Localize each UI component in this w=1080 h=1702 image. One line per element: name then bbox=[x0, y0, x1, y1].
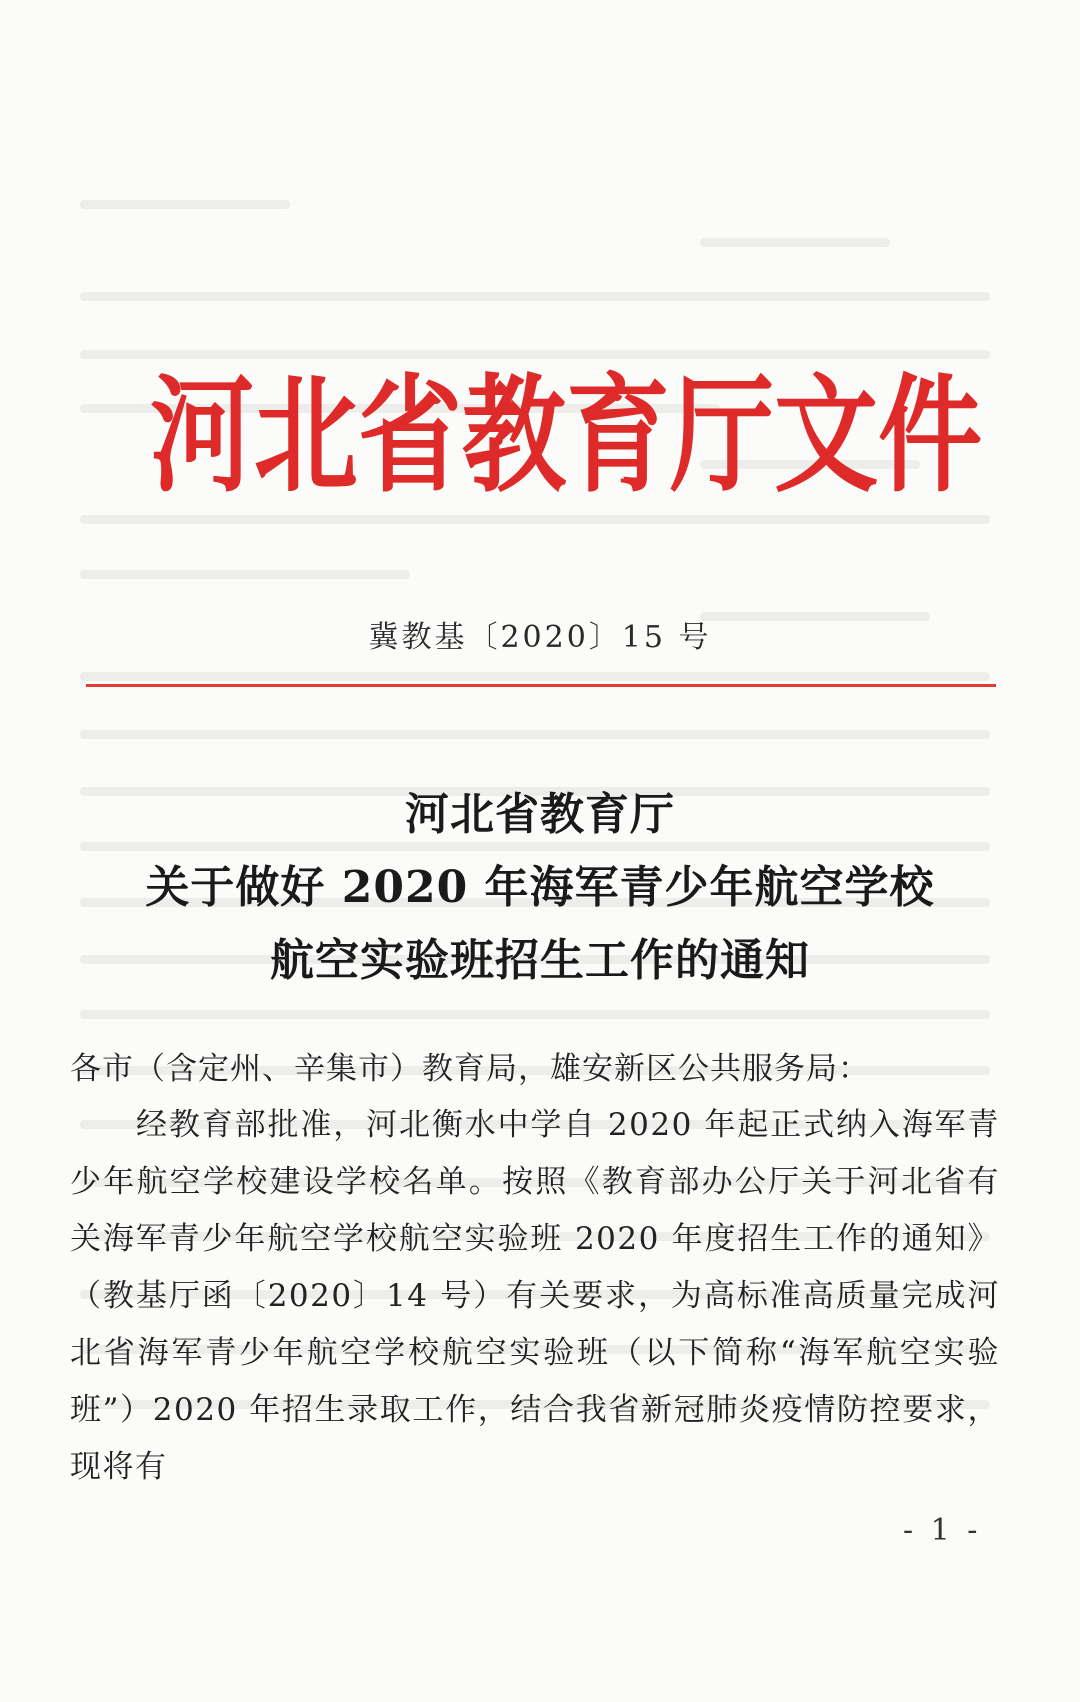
title-line-1: 河北省教育厅 bbox=[405, 789, 675, 840]
banner-char: 育 bbox=[566, 359, 671, 510]
banner-char: 省 bbox=[358, 359, 463, 510]
banner-char: 厅 bbox=[670, 359, 775, 510]
document-header-banner bbox=[150, 359, 983, 510]
body-paragraph: 经教育部批准，河北衡水中学自 2020 年起正式纳入海军青少年航空学校建设学校名单。按照《教育部办公厅关于河北省有关海军青少年航空学校航空实验班 2020 年度招生工作的通知》（教基厅函〔2020〕14 号）有关要求，为高标准高质量完成河北省海军青少年航空学校航空实验班（以下简称“海军航空实验班”）2020 年招生录取工作，结合我省新冠肺炎疫情防控要求，现将有 bbox=[70, 1107, 1000, 1485]
banner-char: 文 bbox=[774, 359, 879, 510]
salutation: 各市（含定州、辛集市）教育局，雄安新区公共服务局： bbox=[70, 1051, 870, 1087]
title-line-3: 航空实验班招生工作的通知 bbox=[270, 935, 810, 986]
banner-char: 教 bbox=[462, 359, 567, 510]
red-separator-line bbox=[86, 684, 996, 687]
page-number: - 1 - bbox=[903, 1513, 982, 1548]
banner-char: 北 bbox=[254, 359, 359, 510]
banner-char: 件 bbox=[878, 359, 983, 510]
banner-char: 河 bbox=[150, 359, 255, 510]
title-line-2: 关于做好 2020 年海军青少年航空学校 bbox=[145, 862, 935, 913]
document-number: 冀教基〔2020〕15 号 bbox=[368, 620, 712, 655]
